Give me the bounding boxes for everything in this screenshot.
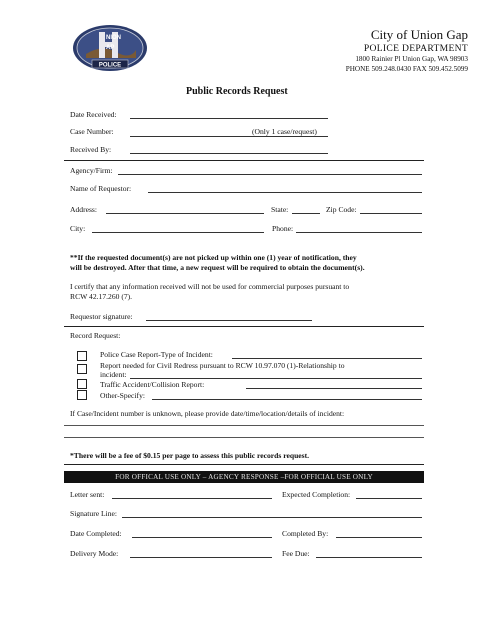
traffic-accident-label: Traffic Accident/Collision Report:	[100, 380, 205, 389]
section-divider	[64, 464, 424, 465]
requestor-name-field[interactable]	[148, 192, 422, 193]
received-by-label: Received By:	[70, 145, 112, 154]
letter-sent-label: Letter sent:	[70, 490, 105, 499]
expected-completion-label: Expected Completion:	[282, 490, 351, 499]
requestor-name-label: Name of Requestor:	[70, 184, 132, 193]
city-name: City of Union Gap	[370, 27, 468, 42]
pickup-notice-line-2: will be destroyed. After that time, a new request will be required to obtain the document(s).	[70, 263, 365, 272]
svg-text:NION: NION	[106, 35, 121, 41]
signature-line-label: Signature Line:	[70, 509, 118, 518]
other-specify-label: Other-Specify:	[100, 391, 145, 400]
civil-redress-checkbox[interactable]	[77, 364, 87, 374]
police-logo	[72, 24, 148, 72]
fee-due-field[interactable]	[316, 557, 422, 558]
section-divider	[64, 326, 424, 327]
phone-field[interactable]	[296, 232, 422, 233]
civil-redress-label: Report needed for Civil Redress pursuant to RCW 10.97.070 (1)-Relationship to	[100, 361, 345, 370]
other-specify-field[interactable]	[152, 399, 422, 400]
fee-note: *There will be a fee of $0.15 per page to assess this public records request.	[70, 451, 310, 460]
incident-details-line-1[interactable]	[64, 425, 424, 426]
incident-type-field[interactable]	[232, 358, 422, 359]
city-field[interactable]	[92, 232, 264, 233]
incident-details-line-2[interactable]	[64, 437, 424, 438]
civil-redress-incident-label: incident:	[100, 370, 127, 379]
address-field[interactable]	[106, 213, 264, 214]
incident-report-checkbox[interactable]	[77, 351, 87, 361]
department-address: 1800 Rainier Pl Union Gap, WA 98903	[355, 55, 468, 63]
requestor-signature-field[interactable]	[146, 320, 312, 321]
civil-redress-field[interactable]	[130, 378, 422, 379]
official-use-bar: FOR OFFICAL USE ONLY – AGENCY RESPONSE –FOR OFFICIAL USE ONLY	[64, 471, 424, 483]
record-request-label: Record Request:	[70, 331, 121, 340]
date-received-label: Date Received:	[70, 110, 117, 119]
state-label: State:	[271, 205, 289, 214]
pickup-notice-line-1: **If the requested document(s) are not picked up within one (1) year of notification, they	[70, 253, 357, 262]
delivery-mode-label: Delivery Mode:	[70, 549, 119, 558]
department-name: POLICE DEPARTMENT	[363, 43, 468, 54]
zip-label: Zip Code:	[326, 205, 357, 214]
address-label: Address:	[70, 205, 97, 214]
traffic-accident-checkbox[interactable]	[77, 379, 87, 389]
date-received-field[interactable]	[130, 118, 328, 119]
section-divider	[64, 160, 424, 161]
state-field[interactable]	[292, 213, 320, 214]
phone-label: Phone:	[272, 224, 294, 233]
zip-field[interactable]	[360, 213, 422, 214]
letter-sent-field[interactable]	[112, 498, 272, 499]
date-completed-field[interactable]	[132, 537, 272, 538]
expected-completion-field[interactable]	[356, 498, 422, 499]
svg-text:POLICE: POLICE	[98, 62, 122, 69]
case-note: (Only 1 case/request)	[252, 127, 317, 136]
unknown-case-note: If Case/Incident number is unknown, please provide date/time/location/details of incident:	[70, 409, 345, 418]
delivery-mode-field[interactable]	[130, 557, 272, 558]
agency-label: Agency/Firm:	[70, 166, 113, 175]
signature-line-field[interactable]	[122, 517, 422, 518]
requestor-signature-label: Requestor signature:	[70, 312, 133, 321]
fee-due-label: Fee Due:	[282, 549, 310, 558]
certify-line-2: RCW 42.17.260 (7).	[70, 292, 133, 301]
completed-by-field[interactable]	[336, 537, 422, 538]
received-by-field[interactable]	[130, 153, 328, 154]
completed-by-label: Completed By:	[282, 529, 329, 538]
department-phones: PHONE 509.248.0430 FAX 509.452.5099	[345, 65, 468, 73]
date-completed-label: Date Completed:	[70, 529, 122, 538]
other-checkbox[interactable]	[77, 390, 87, 400]
city-label: City:	[70, 224, 86, 233]
page-title: Public Records Request	[186, 86, 288, 97]
agency-field[interactable]	[118, 174, 422, 175]
case-number-field[interactable]	[130, 136, 328, 137]
certify-line-1: I certify that any information received will not be used for commercial purposes pursuant to	[70, 282, 350, 291]
case-number-label: Case Number:	[70, 127, 114, 136]
svg-text:AP: AP	[106, 45, 115, 51]
traffic-accident-field[interactable]	[246, 388, 422, 389]
incident-report-label: Police Case Report-Type of Incident:	[100, 350, 213, 359]
